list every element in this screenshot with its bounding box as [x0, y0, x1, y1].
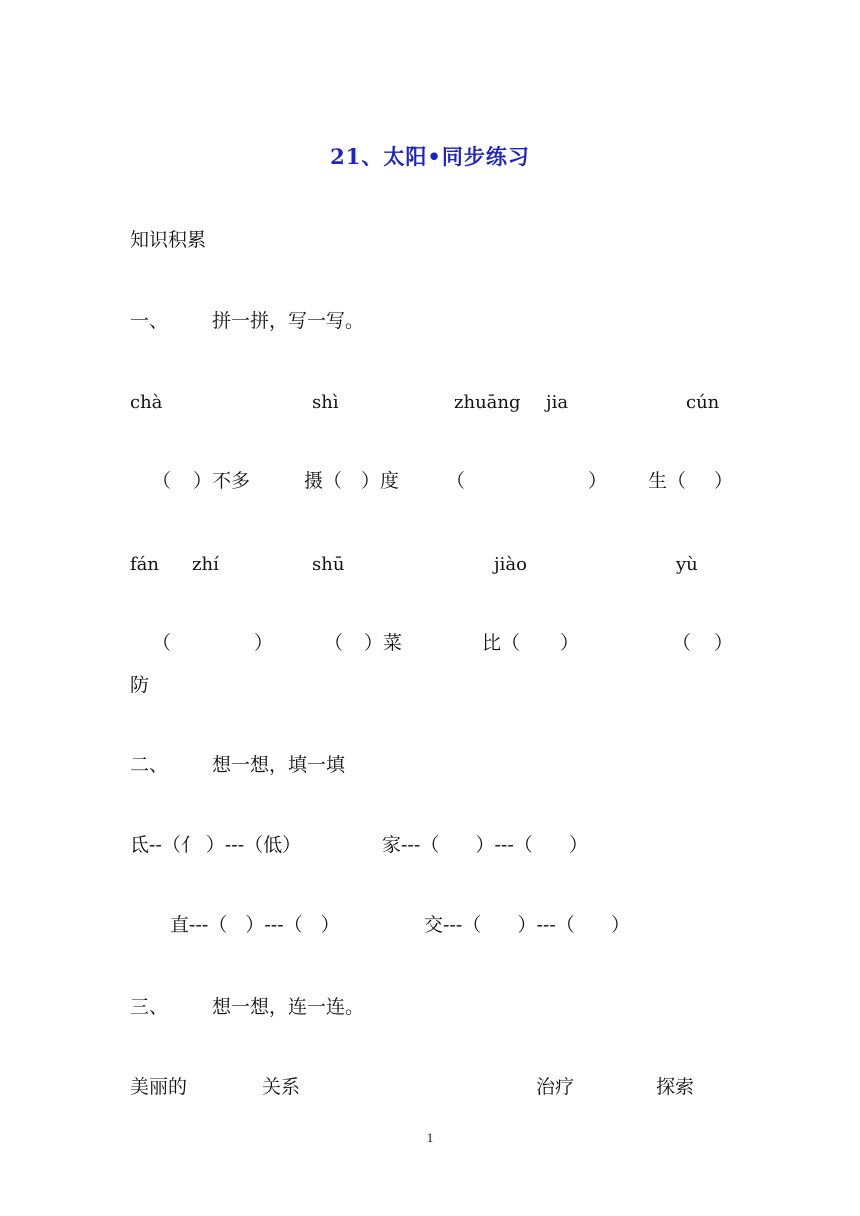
section-heading: 知识积累 — [130, 229, 207, 251]
blank-close-text: ）度 — [361, 470, 400, 492]
derivation-line: 氐--（亻 ）---（低） — [130, 834, 302, 856]
pinyin-zhi: zhí — [192, 554, 219, 575]
blank-open-text: 比（ — [482, 632, 521, 654]
question-number: 一、 — [130, 310, 169, 332]
question-instruction: 拼一拼，写一写。 — [212, 310, 365, 332]
blank-close: ） — [714, 632, 734, 654]
match-word: 美丽的 — [130, 1076, 188, 1098]
blank-open-text: 生（ — [648, 470, 687, 492]
question-number: 三、 — [130, 996, 169, 1018]
match-word: 探索 — [656, 1076, 695, 1098]
blank-close: ） — [714, 470, 734, 492]
pinyin-yu: yù — [676, 554, 698, 575]
wrapped-text: 防 — [130, 674, 150, 696]
pinyin-fan: fán — [130, 554, 159, 575]
blank-close-text: ）不多 — [193, 470, 251, 492]
blank-open-text: 摄（ — [304, 470, 343, 492]
blank-open: （ — [152, 632, 172, 654]
pinyin-cun: cún — [686, 392, 720, 413]
question-instruction: 想一想，连一连。 — [212, 996, 365, 1018]
question-number: 二、 — [130, 754, 169, 776]
match-word: 关系 — [262, 1076, 301, 1098]
derivation-line: 交---（ ）---（ ） — [424, 914, 630, 936]
pinyin-zhuang: zhuāng — [454, 392, 521, 413]
document-title: 21、太阳•同步练习 — [330, 144, 530, 169]
pinyin-jiao: jiào — [494, 554, 527, 575]
derivation-line: 直---（ ）---（ ） — [170, 914, 340, 936]
pinyin-cha: chà — [130, 392, 163, 413]
blank-open: （ — [324, 632, 344, 654]
pinyin-jia: jia — [546, 392, 569, 413]
blank-open: （ — [672, 632, 692, 654]
derivation-line: 家---（ ）---（ ） — [382, 834, 588, 856]
blank-close: ） — [560, 632, 580, 654]
blank-open: （ — [446, 470, 466, 492]
match-word: 治疗 — [536, 1076, 575, 1098]
blank-close: ） — [588, 470, 608, 492]
blank-close-text: ）菜 — [364, 632, 403, 654]
blank-close: ） — [254, 632, 274, 654]
pinyin-shi: shì — [312, 392, 339, 413]
question-instruction: 想一想，填一填 — [212, 754, 346, 776]
pinyin-shu: shū — [312, 554, 345, 575]
page-number: 1 — [426, 1130, 434, 1145]
blank-open: （ — [152, 470, 172, 492]
